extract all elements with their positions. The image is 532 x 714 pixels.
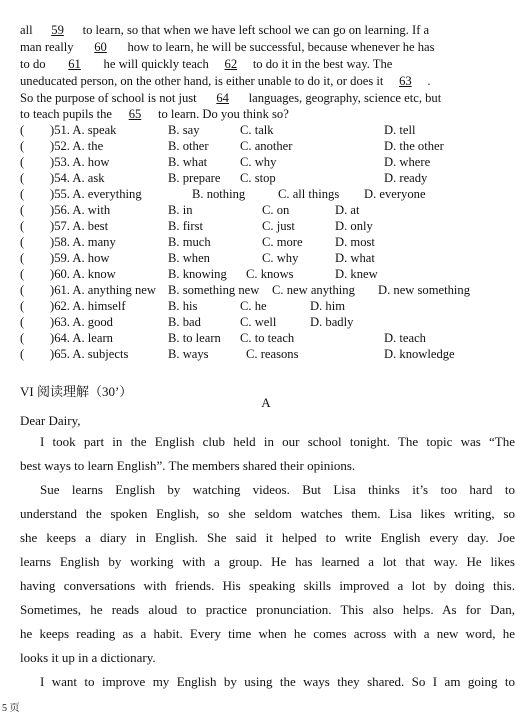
paragraph-line: looks it up in a dictionary. [20, 650, 156, 665]
answer-paren[interactable]: ( [20, 315, 25, 329]
option-d: D. where [384, 155, 431, 169]
option-a: )63. A. good [50, 315, 113, 329]
cloze-line-1 [20, 23, 515, 37]
paragraph-line: Sue learns English by watching videos. But Lisa thinks it’s too hard to [40, 482, 515, 497]
option-b: B. other [168, 139, 209, 153]
cloze-text: languages, geography, science etc, but [248, 91, 442, 105]
cloze-text: all [20, 23, 33, 37]
paragraph-line: Sometimes, he reads aloud to practice pronunciation. This also helps. As for Dan, [20, 602, 515, 617]
option-c: C. talk [240, 123, 274, 137]
paragraph-line: he keeps reading as a habit. Every time when he comes across with a new word, he [20, 626, 515, 641]
option-a: )62. A. himself [50, 299, 126, 313]
cloze-text: So the purpose of school is not just [20, 91, 197, 105]
option-c: C. another [240, 139, 293, 153]
cloze-line-2 [20, 40, 515, 54]
answer-paren[interactable]: ( [20, 187, 25, 201]
option-d: D. what [335, 251, 375, 265]
option-a: )60. A. know [50, 267, 116, 281]
option-d: D. tell [384, 123, 416, 137]
option-row-64 [20, 330, 520, 346]
option-row-52 [20, 138, 520, 154]
option-a: )52. A. the [50, 139, 104, 153]
cloze-line-6 [20, 107, 515, 121]
page-footer: 5 页 [2, 703, 20, 714]
option-row-59 [20, 250, 520, 266]
option-row-53 [20, 154, 520, 170]
cloze-text: . [427, 74, 431, 88]
answer-paren[interactable]: ( [20, 203, 25, 217]
blank-60: 60 [94, 40, 107, 54]
option-b: B. what [168, 155, 208, 169]
answer-paren[interactable]: ( [20, 219, 25, 233]
blank-63: 63 [399, 74, 412, 88]
option-a: )54. A. ask [50, 171, 105, 185]
option-a: )59. A. how [50, 251, 110, 265]
option-row-54 [20, 170, 520, 186]
option-d: D. the other [384, 139, 444, 153]
answer-paren[interactable]: ( [20, 347, 25, 361]
option-d: D. knowledge [384, 347, 455, 361]
cloze-text: to do it in the best way. The [252, 57, 393, 71]
option-c: C. well [240, 315, 277, 329]
option-b: B. bad [168, 315, 201, 329]
cloze-text: he will quickly teach [103, 57, 209, 71]
option-c: C. why [262, 251, 299, 265]
cloze-line-4 [20, 74, 515, 88]
option-c: C. he [240, 299, 267, 313]
option-a: )51. A. speak [50, 123, 117, 137]
option-c: C. why [240, 155, 277, 169]
passage-label: A [261, 395, 271, 410]
answer-paren[interactable]: ( [20, 139, 25, 153]
paragraph-line: best ways to learn English”. The members shared their opinions. [20, 458, 356, 473]
option-a: )65. A. subjects [50, 347, 129, 361]
option-c: C. all things [278, 187, 340, 201]
paragraph-line: I took part in the English club held in our school tonight. The topic was “The [40, 434, 515, 449]
option-row-51 [20, 122, 520, 138]
cloze-text: man really [20, 40, 74, 54]
option-row-55 [20, 186, 520, 202]
blank-65: 65 [128, 107, 142, 121]
paragraph-line: I want to improve my English by using the ways they shared. So I am going to [40, 674, 515, 689]
option-d: D. only [335, 219, 373, 233]
answer-paren[interactable]: ( [20, 251, 25, 265]
option-d: D. him [310, 299, 345, 313]
option-c: C. on [262, 203, 290, 217]
option-d: D. badly [310, 315, 354, 329]
option-row-57 [20, 218, 520, 234]
paragraph-line: learns English by working with a group. He has learned a lot that way. He likes [20, 554, 515, 569]
option-b: B. in [168, 203, 193, 217]
option-d: D. new something [378, 283, 470, 297]
option-a: )58. A. many [50, 235, 116, 249]
option-row-62 [20, 298, 520, 314]
option-b: B. knowing [168, 267, 227, 281]
option-c: C. stop [240, 171, 276, 185]
option-row-60 [20, 266, 520, 282]
option-a: )61. A. anything new [50, 283, 156, 297]
option-c: C. knows [246, 267, 294, 281]
option-c: C. new anything [272, 283, 355, 297]
answer-paren[interactable]: ( [20, 299, 25, 313]
option-d: D. knew [335, 267, 378, 281]
option-b: B. nothing [192, 187, 246, 201]
answer-paren[interactable]: ( [20, 267, 25, 281]
cloze-text: to do [20, 57, 46, 71]
answer-paren[interactable]: ( [20, 283, 25, 297]
cloze-text: to learn. Do you think so? [157, 107, 289, 121]
option-c: C. reasons [246, 347, 299, 361]
option-row-61 [20, 282, 520, 298]
paragraph-3 [20, 670, 515, 694]
paragraph-1 [20, 430, 515, 478]
answer-paren[interactable]: ( [20, 331, 25, 345]
option-b: B. to learn [168, 331, 221, 345]
option-row-58 [20, 234, 520, 250]
salutation: Dear Dairy, [20, 413, 81, 428]
cloze-text: to learn, so that when we have left school we can go on learning. If a [82, 23, 430, 37]
option-row-65 [20, 346, 520, 362]
paragraph-line: she keeps a diary in English. She said it helped to write English every day. Joe [20, 530, 515, 545]
answer-paren[interactable]: ( [20, 171, 25, 185]
cloze-line-3 [20, 57, 515, 71]
blank-64: 64 [216, 91, 229, 105]
option-a: )56. A. with [50, 203, 111, 217]
option-b: B. first [168, 219, 203, 233]
option-b: B. much [168, 235, 211, 249]
option-a: )53. A. how [50, 155, 110, 169]
cloze-text: how to learn, he will be successful, because whenever he has [127, 40, 435, 54]
option-c: C. just [262, 219, 295, 233]
option-d: D. ready [384, 171, 428, 185]
option-c: C. to teach [240, 331, 295, 345]
answer-paren[interactable]: ( [20, 123, 25, 137]
blank-59: 59 [51, 23, 64, 37]
blank-61: 61 [68, 57, 81, 71]
option-d: D. everyone [364, 187, 426, 201]
answer-paren[interactable]: ( [20, 235, 25, 249]
option-a: )64. A. learn [50, 331, 113, 345]
option-b: B. something new [168, 283, 260, 297]
option-a: )55. A. everything [50, 187, 142, 201]
cloze-text: to teach pupils the [20, 107, 112, 121]
paragraph-2 [20, 478, 515, 670]
option-a: )57. A. best [50, 219, 109, 233]
section-title: VI 阅读理解（30’） [20, 384, 133, 399]
option-row-56 [20, 202, 520, 218]
option-b: B. when [168, 251, 210, 265]
cloze-line-5 [20, 91, 515, 105]
option-d: D. teach [384, 331, 426, 345]
answer-paren[interactable]: ( [20, 155, 25, 169]
option-row-63 [20, 314, 520, 330]
option-b: B. his [168, 299, 198, 313]
option-b: B. ways [168, 347, 209, 361]
option-b: B. say [168, 123, 200, 137]
paragraph-line: having conversations with friends. His speaking skills improved a lot by doing this. [20, 578, 515, 593]
option-d: D. most [335, 235, 375, 249]
option-b: B. prepare [168, 171, 221, 185]
cloze-text: uneducated person, on the other hand, is either unable to do it, or does it [20, 74, 384, 88]
blank-62: 62 [224, 57, 238, 71]
option-d: D. at [335, 203, 360, 217]
option-c: C. more [262, 235, 303, 249]
paragraph-line: understand the spoken English, so she seldom watches them. Lisa likes writing, so [20, 506, 515, 521]
